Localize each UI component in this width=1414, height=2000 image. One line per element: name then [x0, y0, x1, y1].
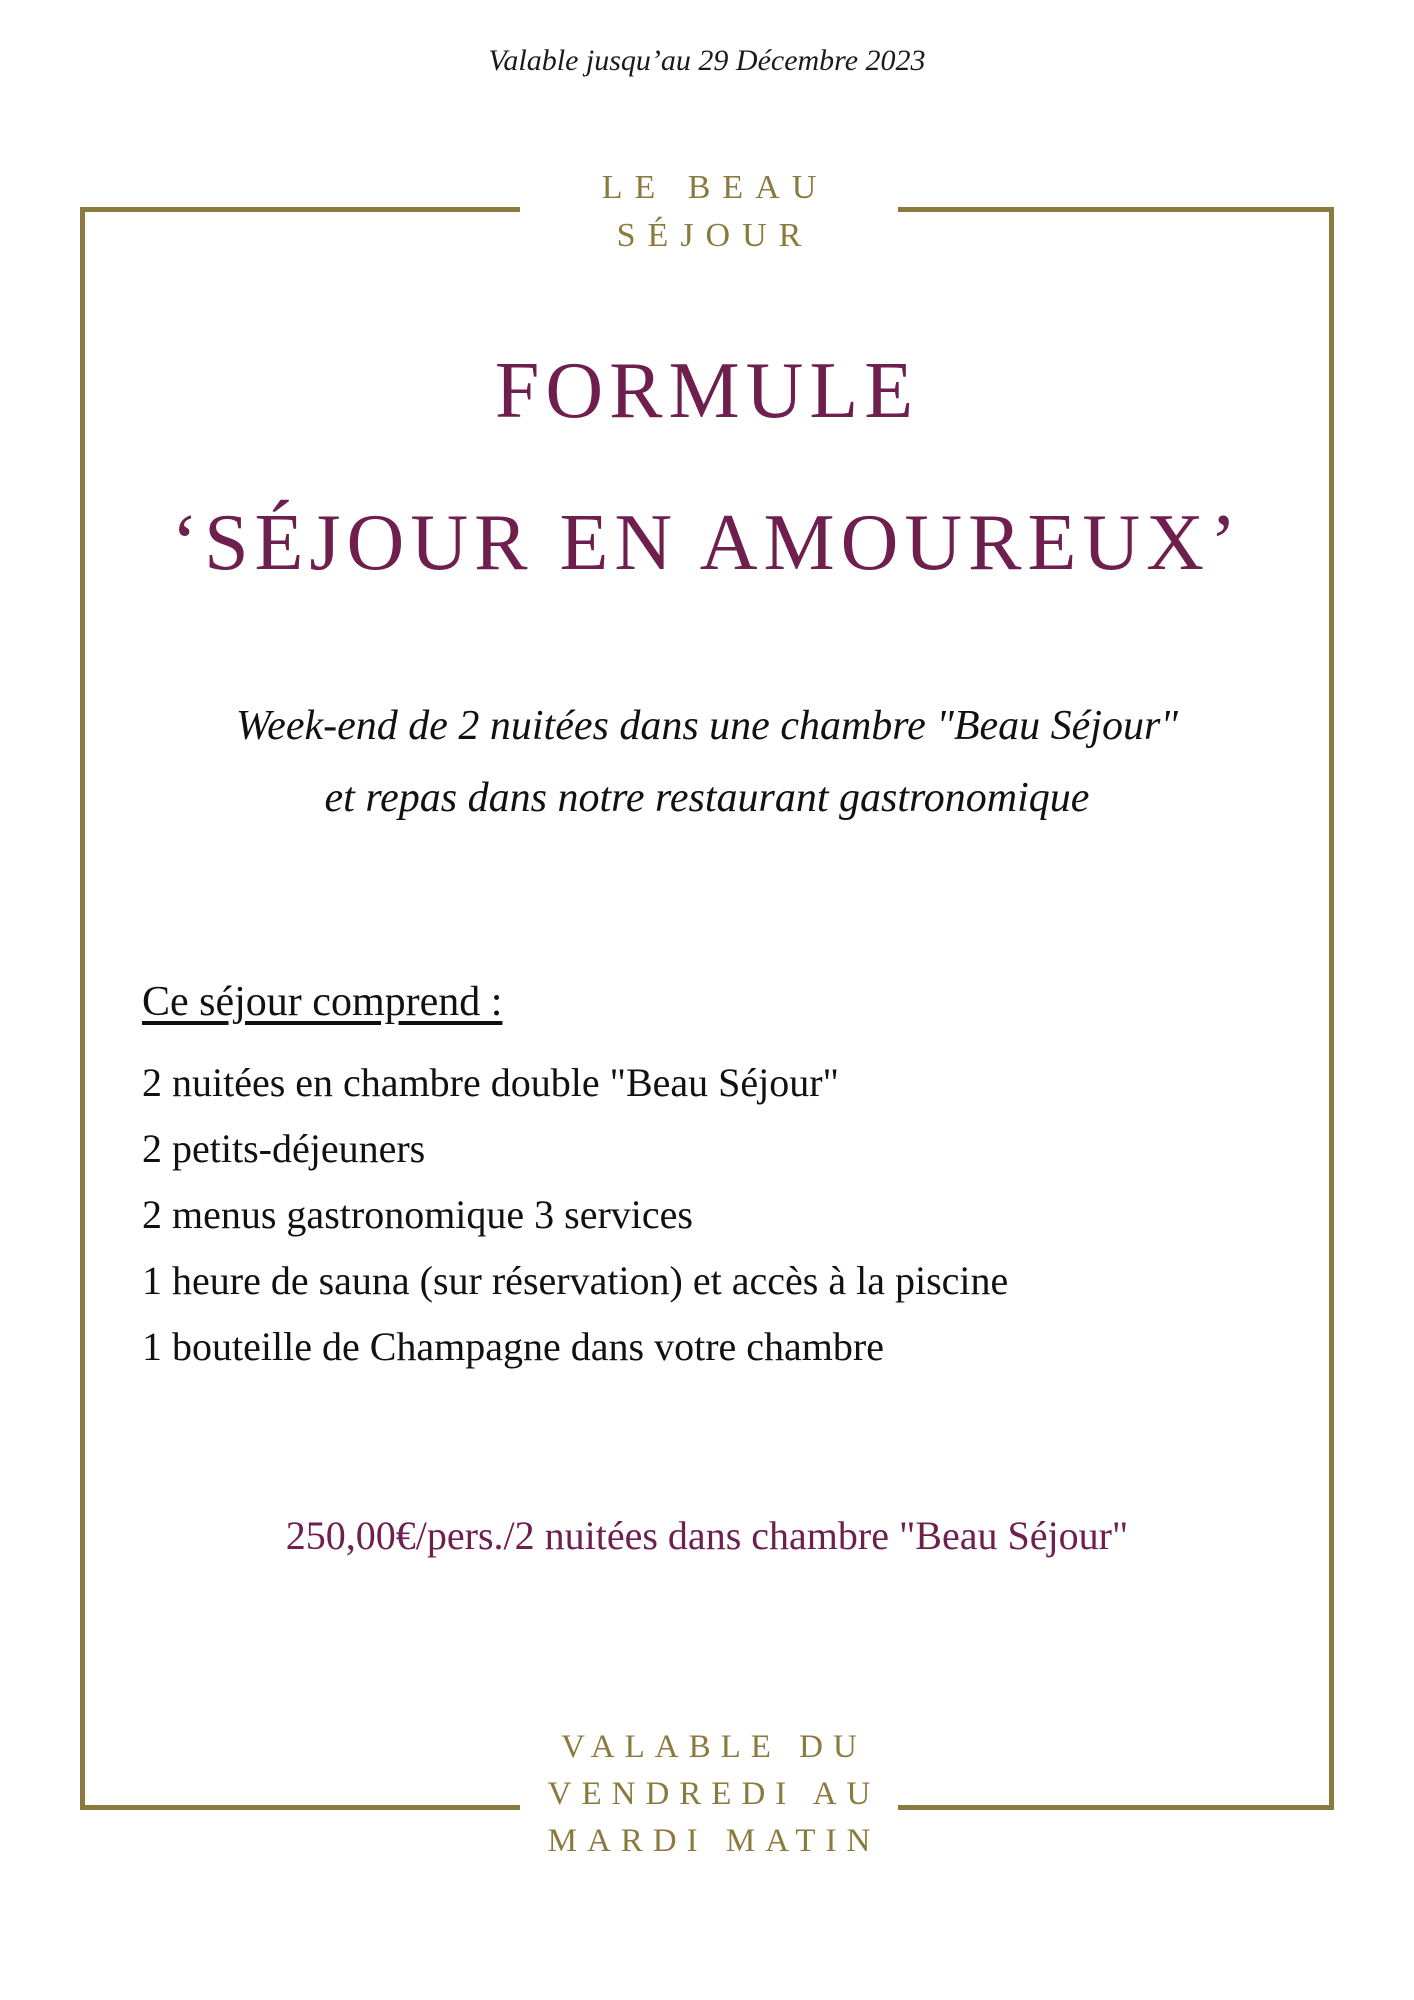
validity-line-1: VALABLE DU	[561, 1729, 867, 1765]
offer-subtitle	[0, 690, 1414, 834]
validity-line-3: MARDI MATIN	[547, 1823, 881, 1859]
list-item: 1 heure de sauna (sur réservation) et accès à la piscine	[142, 1258, 1009, 1303]
validity-line-2: VENDREDI AU	[547, 1776, 881, 1812]
includes-heading: Ce séjour comprend :	[142, 979, 503, 1025]
list-item: 2 petits-déjeuners	[142, 1126, 426, 1171]
list-item: 1 bouteille de Champagne dans votre chambre	[142, 1324, 884, 1369]
offer-title-line-1: FORMULE	[494, 347, 920, 435]
includes-list	[142, 1050, 1008, 1380]
subtitle-line-2: et repas dans notre restaurant gastronomique	[324, 775, 1090, 821]
list-item: 2 menus gastronomique 3 services	[142, 1192, 693, 1237]
subtitle-line-1: Week-end de 2 nuitées dans une chambre "Beau Séjour"	[236, 703, 1178, 749]
list-item: 2 nuitées en chambre double "Beau Séjour"	[142, 1060, 839, 1105]
price-text: 250,00€/pers./2 nuitées dans chambre "Beau Séjour"	[285, 1513, 1129, 1558]
brand-line-1: LE BEAU	[601, 169, 829, 206]
brand-name	[520, 164, 898, 260]
validity-period	[520, 1724, 898, 1865]
brand-line-2: SÉJOUR	[616, 217, 814, 254]
validity-note: Valable jusqu’au 29 Décembre 2023	[488, 44, 926, 77]
offer-title-line-2: ‘SÉJOUR EN AMOUREUX’	[171, 499, 1243, 587]
